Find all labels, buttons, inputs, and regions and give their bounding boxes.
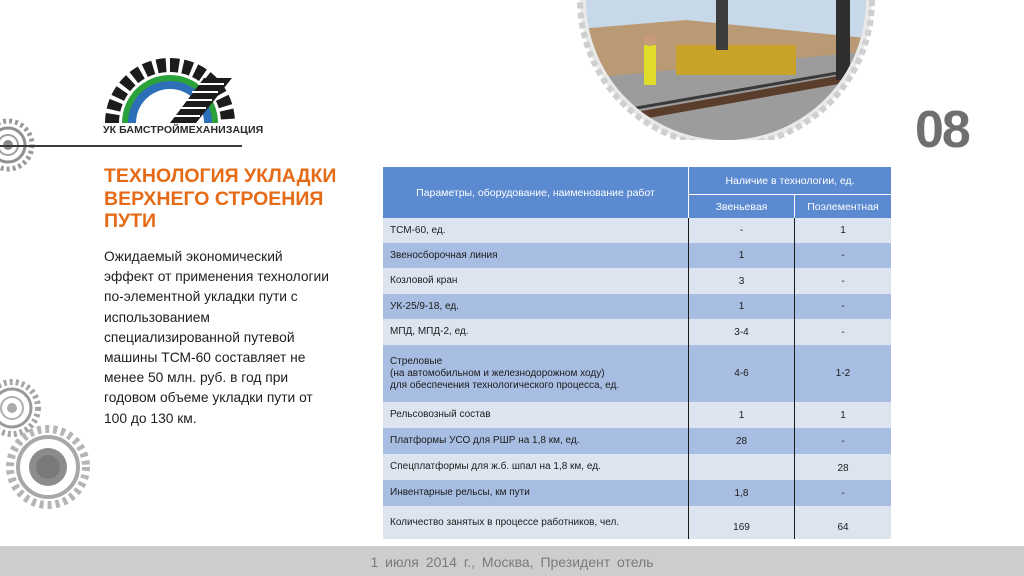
table-row bbox=[383, 402, 891, 428]
page-title: ТЕХНОЛОГИЯ УКЛАДКИ ВЕРХНЕГО СТРОЕНИЯ ПУТИ bbox=[104, 165, 337, 232]
table-row bbox=[383, 480, 891, 506]
cell-a: 1,8 bbox=[689, 480, 795, 506]
logo-caption: УК БАМСТРОЙМЕХАНИЗАЦИЯ bbox=[103, 124, 264, 136]
cell-param: Платформы УСО для РШР на 1,8 км, ед. bbox=[383, 428, 689, 454]
cell-param: Козловой кран bbox=[383, 268, 689, 294]
cell-b: - bbox=[841, 301, 845, 312]
cell-param: ТСМ-60, ед. bbox=[383, 218, 689, 243]
description-text: Ожидаемый экономический эффект от применения технологии по-элементной укладки пути с использованием специализированной путевой машины ТСМ-60 составляет не менее 50 млн. руб. в год при годовом объеме укладки пути от 100 до 130 км. bbox=[104, 249, 329, 426]
cell-a: 3-4 bbox=[689, 319, 795, 345]
cell-b: 1 bbox=[840, 225, 846, 236]
page-number: 08 bbox=[915, 101, 969, 159]
header-availability: Наличие в технологии, ед. bbox=[689, 167, 891, 195]
cell-param: Рельсовозный состав bbox=[383, 402, 689, 428]
cell-a: 1 bbox=[689, 402, 795, 428]
footer-bar bbox=[0, 546, 1024, 576]
cell-a: 3 bbox=[689, 268, 795, 294]
cell-param: Количество занятых в процессе работников, чел. bbox=[383, 506, 689, 539]
table-header bbox=[383, 167, 891, 218]
cell-b: 64 bbox=[837, 522, 849, 533]
cell-param: УК-25/9-18, ед. bbox=[383, 294, 689, 319]
cell-param: Инвентарные рельсы, км пути bbox=[383, 480, 689, 506]
table-row bbox=[383, 345, 891, 402]
footer-text: 1 июля 2014 г., Москва, Президент отель bbox=[370, 554, 654, 570]
table-row bbox=[383, 294, 891, 319]
cell-b: - bbox=[841, 487, 845, 499]
divider bbox=[0, 145, 242, 147]
table-row bbox=[383, 268, 891, 294]
header-col-a: Звеньевая bbox=[689, 195, 795, 218]
cell-b: 28 bbox=[837, 463, 849, 474]
cell-b: 1 bbox=[840, 409, 846, 421]
cell-b: - bbox=[841, 275, 845, 287]
equipment-table bbox=[383, 167, 891, 539]
cell-a: 1 bbox=[689, 294, 795, 319]
table-row bbox=[383, 243, 891, 268]
railway-machine-photo bbox=[566, 0, 886, 140]
cell-a: - bbox=[689, 218, 795, 243]
cell-a: 4-6 bbox=[689, 345, 795, 402]
cell-a: 169 bbox=[689, 506, 795, 539]
table-row bbox=[383, 218, 891, 243]
cell-b: 1-2 bbox=[835, 368, 851, 379]
cell-b: - bbox=[841, 250, 845, 261]
cell-param: МПД, МПД-2, ед. bbox=[383, 319, 689, 345]
cell-param: Стреловые (на автомобильном и железнодорожном ходу) для обеспечения технологического процесса, ед. bbox=[383, 345, 689, 402]
cell-param: Спецплатформы для ж.б. шпал на 1,8 км, ед. bbox=[383, 454, 689, 480]
cell-b: - bbox=[841, 435, 845, 447]
cell-a bbox=[689, 454, 795, 480]
table-row bbox=[383, 454, 891, 480]
cell-param: Звеносборочная линия bbox=[383, 243, 689, 268]
table-row bbox=[383, 428, 891, 454]
header-params: Параметры, оборудование, наименование работ bbox=[383, 167, 689, 218]
cell-a: 28 bbox=[689, 428, 795, 454]
header-col-b: Поэлементная bbox=[795, 195, 891, 218]
cell-b: - bbox=[841, 326, 845, 338]
gear-icon bbox=[6, 425, 96, 515]
cell-a: 1 bbox=[689, 243, 795, 268]
table-row bbox=[383, 506, 891, 539]
table-row bbox=[383, 319, 891, 345]
